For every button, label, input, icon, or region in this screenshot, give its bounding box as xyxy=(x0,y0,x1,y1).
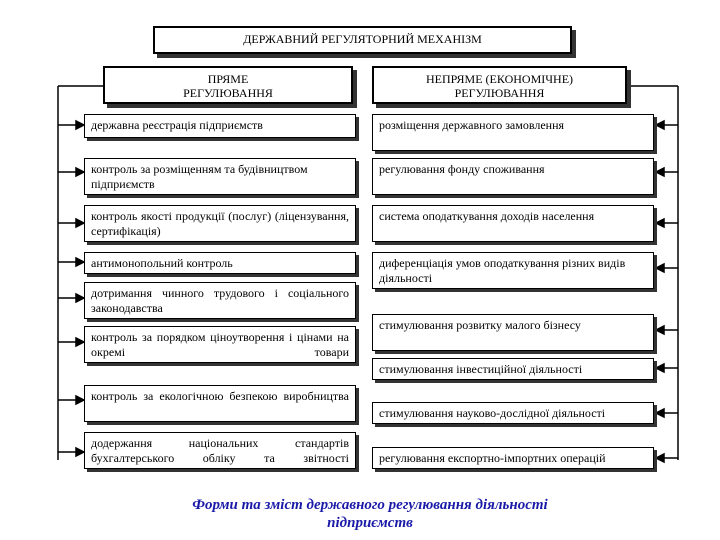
indirect-item-investment: стимулювання інвестиційної діяльності xyxy=(372,358,654,380)
direct-item-quality-control: контроль якості продукції (послуг) (ліцензування, сертифікація) xyxy=(84,205,356,242)
mechanism-title: ДЕРЖАВНИЙ РЕГУЛЯТОРНИЙ МЕХАНІЗМ xyxy=(243,32,482,46)
figure-caption xyxy=(140,496,600,532)
indirect-item-consumption-fund: регулювання фонду споживання xyxy=(372,158,654,195)
indirect-item-state-order: розміщення державного замовлення xyxy=(372,114,654,151)
indirect-item-export-import: регулювання експортно-імпортних операцій xyxy=(372,447,654,469)
direct-heading-line1: ПРЯМЕ xyxy=(207,72,249,86)
direct-item-ecology-control: контроль за екологічною безпекою виробництва xyxy=(84,385,356,422)
indirect-item-research: стимулювання науково-дослідної діяльності xyxy=(372,402,654,424)
direct-item-pricing-control: контроль за порядком ціноутворення і цінами на окремі товари xyxy=(84,326,356,363)
direct-heading-line2: РЕГУЛЮВАННЯ xyxy=(183,86,273,100)
indirect-item-tax-differentiation: диференціація умов оподаткування різних видів діяльності xyxy=(372,252,654,289)
direct-item-state-registration: державна реєстрація підприємств xyxy=(84,114,356,138)
indirect-item-small-business: стимулювання розвитку малого бізнесу xyxy=(372,314,654,351)
caption-line1: Форми та зміст державного регулювання діяльності xyxy=(192,497,548,513)
indirect-item-income-taxation: система оподаткування доходів населення xyxy=(372,205,654,242)
direct-heading-box xyxy=(103,66,353,104)
direct-item-placement-control: контроль за розміщенням та будівництвом підприємств xyxy=(84,158,356,195)
mechanism-title-box xyxy=(153,26,572,54)
indirect-heading-box xyxy=(372,66,627,104)
indirect-heading-line1: НЕПРЯМЕ (ЕКОНОМІЧНЕ) xyxy=(425,72,574,86)
direct-item-accounting-standards: додержання національних стандартів бухгалтерського обліку та звітності xyxy=(84,432,356,469)
indirect-heading-line2: РЕГУЛЮВАННЯ xyxy=(454,86,545,100)
caption-line2: підприємств xyxy=(327,515,413,531)
direct-item-labor-law: дотримання чинного трудового і соціального законодавства xyxy=(84,282,356,319)
direct-item-antimonopoly: антимонопольний контроль xyxy=(84,252,356,274)
